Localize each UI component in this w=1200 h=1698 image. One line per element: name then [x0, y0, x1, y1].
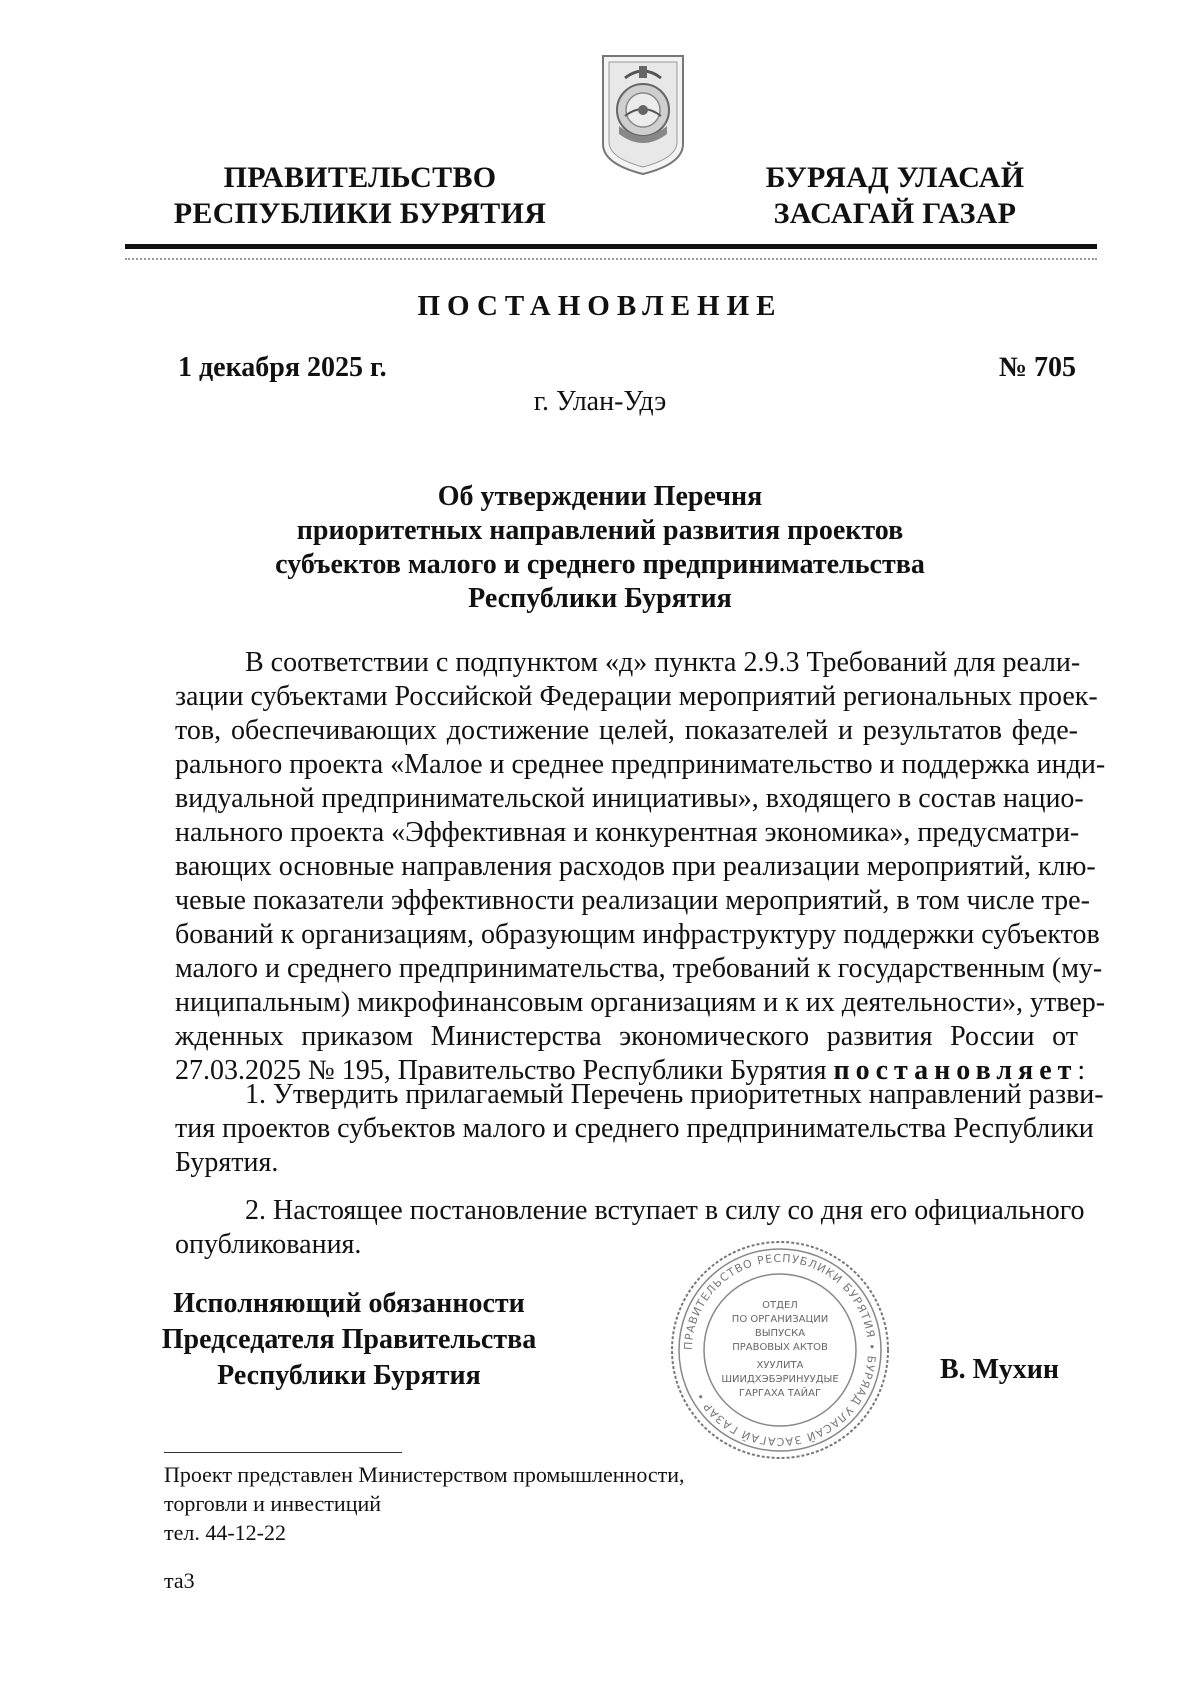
stamp-ring-text: ПРАВИТЕЛЬСТВО РЕСПУБЛИКИ БУРЯТИЯ • БУРЯАД УЛАСАЙ ЗАСАГАЙ ГАЗАР •: [681, 1251, 879, 1449]
header-left-line2: РЕСПУБЛИКИ БУРЯТИЯ: [173, 197, 547, 230]
text-line: зации субъектами Российской Федерации мероприятий региональных проек-: [175, 681, 1098, 712]
text-line: тия проектов субъектов малого и среднего предпринимательства Республики: [175, 1113, 1094, 1144]
text-line: ниципальным) микрофинансовым организациям и к их деятельности», утвер-: [175, 987, 1106, 1018]
text-line: тов, обеспечивающих достижение целей, показателей и результатов феде-: [175, 715, 1078, 746]
document-number: № 705: [998, 352, 1076, 383]
header-right-line2: ЗАСАГАЙ ГАЗАР: [773, 197, 1017, 230]
text-line: В соответствии с подпунктом «д» пункта 2.9.3 Требований для реали-: [245, 647, 1081, 678]
header-left-line1: ПРАВИТЕЛЬСТВО: [223, 161, 497, 194]
text-line: рального проекта «Малое и среднее предпринимательство и поддержка инди-: [175, 749, 1106, 780]
footer-divider: [164, 1452, 402, 1453]
stamp-inner-text: ПО ОРГАНИЗАЦИИ: [731, 1314, 829, 1325]
text-line: малого и среднего предпринимательства, требований к государственным (му-: [175, 953, 1103, 984]
stamp-inner-text: ВЫПУСКА: [754, 1328, 806, 1339]
signatory-position: [150, 1286, 548, 1394]
clause-1-paragraph: [175, 1078, 1104, 1180]
text-line: нального проекта «Эффективная и конкурентная экономика», предусматри-: [175, 817, 1080, 848]
document-city: г. Улан-Удэ: [533, 386, 667, 417]
signatory-position-line: Исполняющий обязанности: [173, 1288, 525, 1319]
footer-line: Проект представлен Министерством промышленности,: [164, 1462, 685, 1487]
title-line: Об утверждении Перечня: [437, 481, 763, 512]
preamble-paragraph: [175, 646, 1106, 1088]
text-line: чевые показатели эффективности реализации мероприятий, в том числе тре-: [175, 885, 1090, 916]
footer-line: торговли и инвестиций: [164, 1491, 382, 1516]
text-line-end: :: [1077, 1055, 1086, 1086]
clause-2-paragraph: [175, 1194, 1085, 1262]
document-type: ПОСТАНОВЛЕНИЕ: [417, 290, 783, 322]
text-line: 2. Настоящее постановление вступает в силу со дня его официального: [245, 1195, 1085, 1226]
text-line: бований к организациям, образующим инфраструктуру поддержки субъектов: [175, 919, 1100, 950]
header-divider-thick: [125, 244, 1097, 249]
footer-code: та3: [164, 1568, 195, 1593]
decree-word: постановляет: [833, 1055, 1078, 1086]
footer-phone: тел. 44-12-22: [164, 1520, 287, 1545]
signatory-position-line: Председателя Правительства: [161, 1324, 537, 1355]
title-line: Республики Бурятия: [468, 583, 732, 614]
header-divider-dotted: [125, 258, 1097, 260]
header-right-line1: БУРЯАД УЛАСАЙ: [765, 161, 1025, 194]
signatory-position-line: Республики Бурятия: [217, 1360, 481, 1391]
coat-of-arms-emblem: [595, 52, 691, 178]
text-line: 1. Утвердить прилагаемый Перечень приоритетных направлений разви-: [245, 1079, 1104, 1110]
footer-note: [164, 1460, 685, 1547]
stamp-inner-text: ПРАВОВЫХ АКТОВ: [732, 1342, 828, 1353]
stamp-inner-text: ШИИДХЭБЭРИНУУДЫЕ: [721, 1374, 839, 1385]
text-line: вающих основные направления расходов при реализации мероприятий, клю-: [175, 851, 1096, 882]
stamp-inner-text: ОТДЕЛ: [762, 1300, 798, 1311]
text-line: видуальной предпринимательской инициативы», входящего в состав нацио-: [175, 783, 1084, 814]
text-line: жденных приказом Министерства экономического развития России от: [175, 1021, 1078, 1052]
official-stamp: [668, 1238, 892, 1462]
document-title: [150, 480, 1050, 616]
title-line: субъектов малого и среднего предпринимательства: [275, 549, 925, 580]
stamp-inner-text: ХУУЛИТА: [756, 1360, 804, 1371]
text-line: Бурятия.: [175, 1147, 279, 1178]
text-line-start: 27.03.2025 № 195, Правительство Республики Бурятия: [175, 1055, 834, 1086]
title-line: приоритетных направлений развития проектов: [296, 515, 904, 546]
text-line: опубликования.: [175, 1229, 362, 1260]
stamp-inner-text: ГАРГАХА ТАЙАГ: [738, 1388, 822, 1399]
document-date: 1 декабря 2025 г.: [178, 352, 387, 383]
signatory-name: В. Мухин: [940, 1354, 1059, 1385]
header-left: [150, 160, 570, 232]
header-right: [730, 160, 1060, 232]
